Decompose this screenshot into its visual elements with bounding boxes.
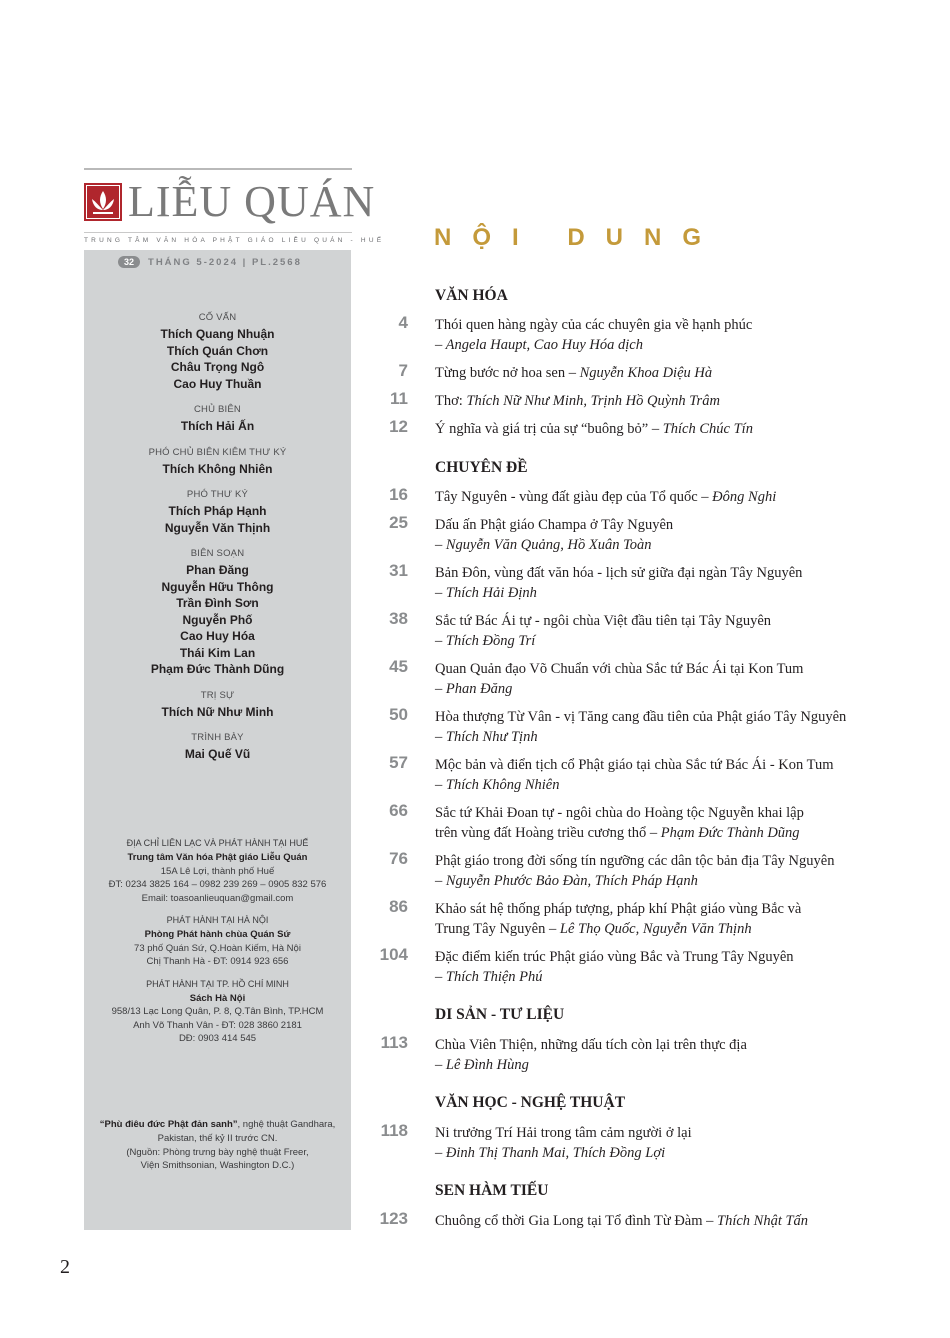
entry-text: [435, 487, 865, 507]
page-number: 16: [389, 485, 408, 504]
entry-text: [435, 515, 865, 555]
entry-text: [435, 315, 865, 355]
caption-source: (Nguồn: Phòng trưng bày nghệ thuật Freer,: [126, 1146, 309, 1158]
page-number: 4: [398, 313, 408, 332]
role-title: CỐ VẤN: [198, 312, 237, 323]
contact-email: Email: toasoanlieuquan@gmail.com: [141, 892, 294, 904]
staff-role: [84, 312, 351, 392]
masthead: [84, 168, 385, 244]
entry-title: Chuông cổ thời Gia Long tại Tổ đình Từ Đàm –: [435, 1213, 718, 1229]
staff-name: Phan Đăng: [186, 563, 249, 577]
entry-title-cont: trên vùng đất Hoàng triều cương thổ –: [435, 825, 661, 841]
page-number: 38: [389, 609, 408, 628]
masthead-rule: [84, 168, 352, 170]
contact-block-hanoi: [84, 915, 351, 969]
role-title: PHÓ CHỦ BIÊN KIÊM THƯ KÝ: [148, 446, 287, 458]
lotus-icon: [84, 183, 122, 221]
section-heading: VĂN HỌC - NGHỆ THUẬT: [435, 1094, 626, 1111]
staff-role: [84, 489, 351, 536]
section-heading: VĂN HÓA: [435, 287, 508, 304]
entry-title: Sắc tứ Bác Ái tự - ngôi chùa Việt đầu tiên tại Tây Nguyên: [435, 613, 772, 629]
entry-text: [435, 755, 865, 795]
page-number: 25: [389, 513, 408, 532]
entry-author: Đông Nghi: [712, 489, 777, 505]
entry-author: – Phan Đăng: [435, 681, 513, 697]
entry-author: Lê Thọ Quốc, Nguyễn Văn Thịnh: [559, 921, 752, 937]
staff-list: [84, 312, 351, 775]
staff-role: [84, 690, 351, 721]
page-number: 50: [389, 705, 408, 724]
staff-name: Trần Đình Sơn: [176, 596, 259, 610]
entry-title: Quan Quản đạo Võ Chuẩn với chùa Sắc tứ Bác Ái tại Kon Tum: [435, 661, 804, 677]
entry-title: Phật giáo trong đời sống tín ngưỡng các dân tộc bản địa Tây Nguyên: [435, 853, 835, 869]
toc-title: NỘI DUNG: [434, 224, 722, 251]
caption-title: “Phù điêu đức Phật đản sanh”: [99, 1119, 238, 1130]
staff-name: Nguyễn Văn Thịnh: [164, 520, 271, 535]
page-number: 11: [390, 389, 408, 408]
entry-author: – Thích Thiện Phú: [435, 969, 543, 985]
issue-info: [118, 256, 351, 268]
entry-title: Thói quen hàng ngày của các chuyên gia về hạnh phúc: [435, 317, 753, 333]
page-number: 7: [398, 361, 408, 380]
role-title: CHỦ BIÊN: [194, 404, 241, 415]
entry-text: [435, 1035, 865, 1075]
logo-text: LIỄU QUÁN: [128, 177, 376, 226]
contact-title: PHÁT HÀNH TẠI TP. HỒ CHÍ MINH: [146, 978, 289, 989]
entry-title: Tây Nguyên - vùng đất giàu đẹp của Tổ quốc –: [435, 489, 713, 505]
contact-name: Trung tâm Văn hóa Phật giáo Liễu Quán: [127, 852, 308, 863]
entry-text: [435, 563, 865, 603]
entry-text: [435, 391, 865, 411]
role-title: BIÊN SOẠN: [190, 548, 245, 559]
staff-name: Thích Quang Nhuận: [160, 327, 275, 341]
entry-title: Sắc tứ Khải Đoan tự - ngôi chùa do Hoàng tộc Nguyễn khai lập: [435, 805, 804, 821]
entry-author: Thích Chúc Tín: [662, 421, 753, 437]
staff-name: Thích Quán Chơn: [166, 343, 269, 358]
staff-role: [84, 732, 351, 763]
page-number: 12: [389, 417, 408, 436]
entry-author: Phạm Đức Thành Dũng: [660, 825, 800, 841]
staff-name: Thái Kim Lan: [179, 645, 256, 660]
staff-role: [84, 404, 351, 435]
entry-author: – Lê Đình Hùng: [435, 1057, 529, 1073]
caption-source: Viện Smithsonian, Washington D.C.): [140, 1160, 295, 1172]
role-title: TRỊ SỰ: [200, 689, 235, 701]
contact-line: ĐT: 0234 3825 164 – 0982 239 269 – 0905 832 576: [108, 879, 327, 890]
entry-title: Thơ:: [435, 393, 467, 409]
staff-name: Phạm Đức Thành Dũng: [150, 662, 285, 676]
entry-author: – Nguyễn Phước Bảo Đàn, Thích Pháp Hạnh: [435, 873, 698, 889]
section-heading: CHUYÊN ĐỀ: [435, 459, 528, 476]
staff-name: Nguyễn Hữu Thông: [161, 579, 274, 594]
contact-title: PHÁT HÀNH TẠI HÀ NỘI: [166, 915, 269, 925]
page-number: 104: [379, 945, 408, 964]
contact-line: 73 phố Quán Sứ, Q.Hoàn Kiếm, Hà Nội: [134, 942, 301, 954]
caption-desc: , nghệ thuật Gandhara, Pakistan, thế kỷ II trước CN.: [157, 1119, 336, 1144]
entry-title: Mộc bản và điển tịch cổ Phật giáo tại chùa Sắc tứ Bác Ái - Kon Tum: [435, 757, 834, 773]
contact-info: [84, 838, 351, 1056]
sidebar: [84, 250, 351, 1230]
staff-role: [84, 548, 351, 678]
entry-author: Thích Nhật Tấn: [717, 1213, 809, 1229]
entry-author: Thích Nữ Như Minh, Trịnh Hồ Quỳnh Trâm: [466, 393, 720, 409]
staff-name: Châu Trọng Ngô: [170, 360, 265, 374]
entry-text: [435, 947, 865, 987]
logo: [84, 176, 376, 228]
staff-name: Nguyễn Phố: [182, 612, 253, 627]
entry-text: [435, 363, 865, 383]
staff-name: Thích Pháp Hạnh: [168, 504, 267, 518]
page-number: 123: [379, 1209, 408, 1228]
entry-author: – Thích Đồng Trí: [435, 633, 536, 649]
contact-title: ĐỊA CHỈ LIÊN LẠC VÀ PHÁT HÀNH TẠI HUẾ: [126, 838, 309, 848]
entry-text: [435, 899, 865, 939]
issue-number-badge: 32: [118, 256, 140, 268]
page-number: 118: [380, 1121, 408, 1140]
cover-caption: [84, 1118, 351, 1173]
staff-name: Thích Nữ Như Minh: [161, 704, 274, 719]
entry-text: [435, 707, 865, 747]
caption-text: [84, 1118, 351, 1146]
contact-name: Sách Hà Nội: [189, 992, 246, 1004]
entry-title: Khảo sát hệ thống pháp tượng, pháp khí Phật giáo vùng Bắc và: [435, 901, 802, 917]
page-number: 66: [389, 801, 408, 820]
entry-title: Ni trưởng Trí Hải trong tâm cảm người ở lại: [435, 1125, 692, 1141]
entry-title-cont: Trung Tây Nguyên –: [435, 921, 560, 937]
entry-author: – Thích Không Nhiên: [435, 777, 560, 793]
contact-line: Chị Thanh Hà - ĐT: 0914 923 656: [146, 956, 289, 967]
contact-line: DĐ: 0903 414 545: [178, 1033, 257, 1044]
contact-block-hue: [84, 838, 351, 905]
entry-author: – Angela Haupt, Cao Huy Hóa dịch: [435, 337, 643, 353]
entry-author: – Đinh Thị Thanh Mai, Thích Đồng Lợi: [435, 1145, 666, 1161]
entry-title: Hòa thượng Từ Vân - vị Tăng cang đầu tiên của Phật giáo Tây Nguyên: [435, 709, 847, 725]
entry-text: [435, 419, 865, 439]
entry-title: Từng bước nở hoa sen –: [435, 365, 580, 381]
entry-title: Chùa Viên Thiện, những dấu tích còn lại trên thực địa: [435, 1037, 747, 1053]
entry-author: Nguyễn Khoa Diệu Hà: [579, 365, 713, 381]
contact-block-hcm: [84, 979, 351, 1046]
entry-author: – Thích Như Tịnh: [435, 729, 538, 745]
entry-title: Bản Đôn, vùng đất văn hóa - lịch sử giữa đại ngàn Tây Nguyên: [435, 565, 803, 581]
staff-name: Thích Hải Ấn: [180, 419, 255, 433]
page-number: 57: [389, 753, 408, 772]
page-number: 45: [389, 657, 408, 676]
contact-line: Anh Võ Thanh Vân - ĐT: 028 3860 2181: [133, 1019, 302, 1031]
entry-title: Dấu ấn Phật giáo Champa ở Tây Nguyên: [435, 517, 674, 533]
entry-text: [435, 611, 865, 651]
entry-author: – Thích Hải Định: [435, 585, 537, 601]
page-number: 113: [380, 1033, 408, 1052]
staff-name: Cao Huy Thuần: [173, 376, 262, 391]
entry-title: Đặc điểm kiến trúc Phật giáo vùng Bắc và Trung Tây Nguyên: [435, 949, 794, 965]
section-heading: DI SẢN - TƯ LIỆU: [435, 1006, 565, 1023]
staff-name: Cao Huy Hóa: [180, 629, 255, 643]
staff-name: Thích Không Nhiên: [162, 461, 273, 476]
section-heading: SEN HÀM TIẾU: [435, 1182, 549, 1199]
entry-title: Ý nghĩa và giá trị của sự “buông bỏ” –: [435, 421, 663, 437]
role-title: PHÓ THƯ KÝ: [186, 489, 249, 500]
tagline: TRUNG TÂM VĂN HÓA PHẬT GIÁO LIỄU QUÁN - HUẾ: [84, 232, 352, 244]
page-number: 76: [389, 849, 408, 868]
contact-line: 958/13 Lạc Long Quân, P. 8, Q.Tân Bình, TP.HCM: [111, 1006, 324, 1017]
entry-text: [435, 1123, 865, 1163]
entry-text: [435, 803, 865, 843]
folio: 2: [60, 1256, 70, 1278]
role-title: TRÌNH BÀY: [191, 732, 244, 743]
page-number: 31: [389, 561, 408, 580]
page-number: 86: [389, 897, 408, 916]
staff-role: [84, 447, 351, 478]
entry-author: – Nguyễn Văn Quảng, Hồ Xuân Toàn: [435, 537, 652, 553]
staff-name: Mai Quế Vũ: [184, 747, 251, 761]
entry-text: [435, 851, 865, 891]
contact-name: Phòng Phát hành chùa Quán Sứ: [144, 929, 291, 940]
issue-date: THÁNG 5-2024 | PL.2568: [148, 256, 302, 268]
entry-text: [435, 1211, 865, 1231]
contact-line: 15A Lê Lợi, thành phố Huế: [160, 865, 275, 877]
entry-text: [435, 659, 865, 699]
